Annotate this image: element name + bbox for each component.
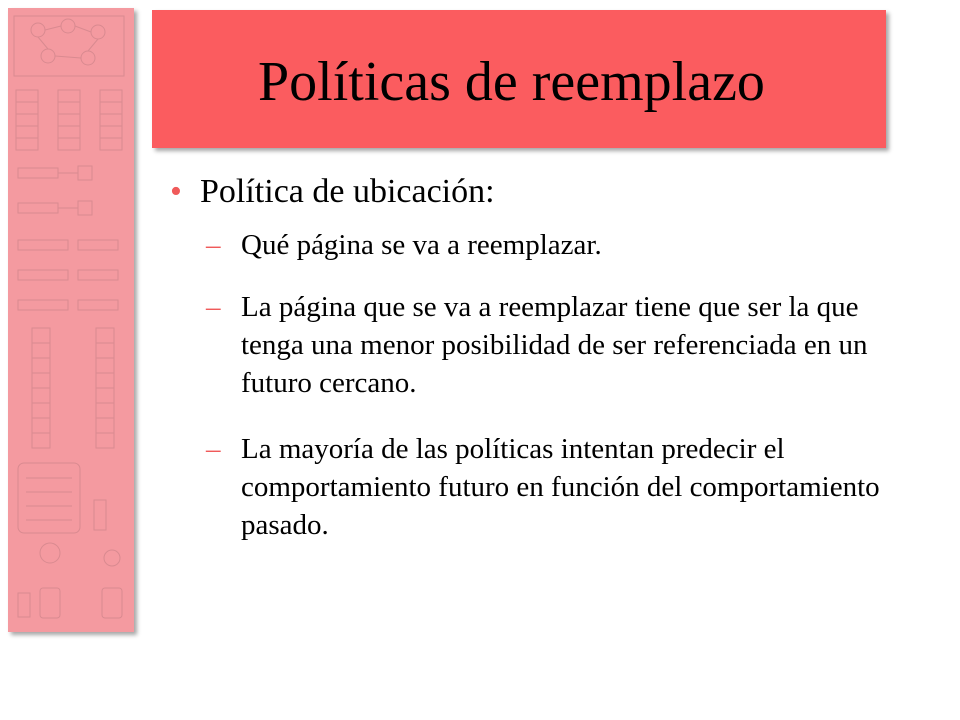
bullet-item (170, 172, 495, 212)
slide-title: Políticas de reemplazo (258, 51, 765, 113)
bullet-label: Política de ubicación: (200, 173, 495, 210)
sub-item-text: La página que se va a reemplazar tiene que ser la que tenga una menor posibilidad de ser referenciada en un futuro cercano. (241, 291, 868, 399)
sub-item (206, 226, 906, 264)
bullet-marker: • (170, 173, 182, 210)
dash-marker: – (206, 291, 221, 323)
sub-item (206, 288, 906, 402)
sub-item-text: La mayoría de las políticas intentan predecir el comportamiento futuro en función del comportamiento pasado. (241, 433, 880, 541)
sub-item (206, 430, 906, 544)
dash-marker: – (206, 229, 221, 261)
dash-marker: – (206, 433, 221, 465)
sub-item-text: Qué página se va a reemplazar. (241, 229, 602, 261)
